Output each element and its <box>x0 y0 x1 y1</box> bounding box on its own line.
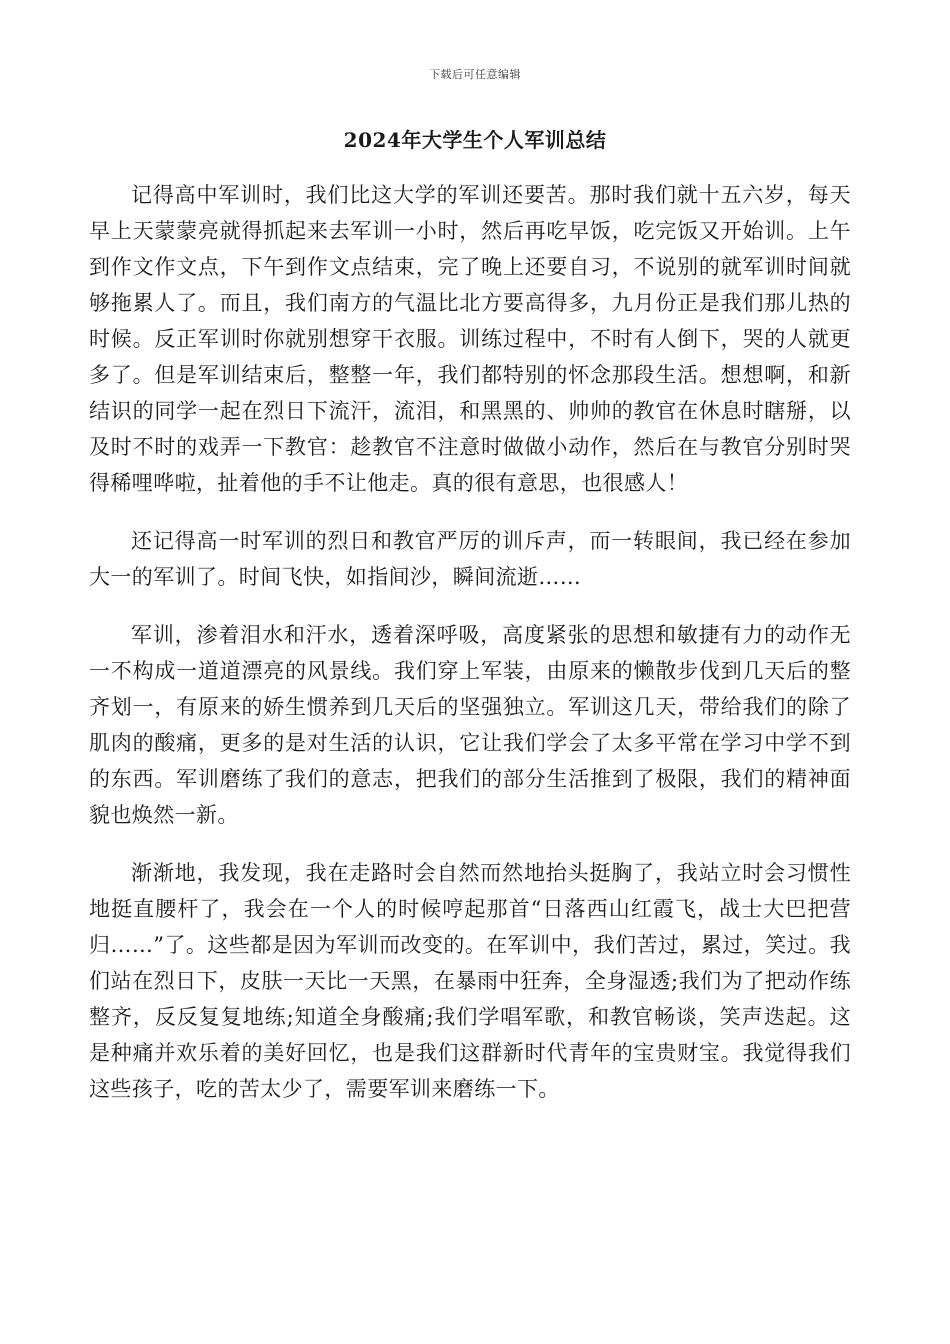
paragraph: 记得高中军训时，我们比这大学的军训还要苦。那时我们就十五六岁，每天早上天蒙蒙亮就得抓起来去军训一小时，然后再吃早饭，吃完饭又开始训。上午到作文作文点，下午到作文点结束，完了晚上还要自习，不说别的就军训时间就够拖累人了。而且，我们南方的气温比北方要高得多，九月份正是我们那儿热的时候。反正军训时你就别想穿干衣服。训练过程中，不时有人倒下，哭的人就更多了。但是军训结束后，整整一年，我们都特别的怀念那段生活。想想啊，和新结识的同学一起在烈日下流汗，流泪，和黑黑的、帅帅的教官在休息时瞎掰，以及时不时的戏弄一下教官：趁教官不注意时做做小动作，然后在与教官分别时哭得稀哩哗啦，扯着他的手不让他走。真的很有意思，也很感人！ <box>89 183 851 495</box>
document-title: 2024年大学生个人军训总结 <box>343 128 607 152</box>
header-note: 下载后可任意编辑 <box>429 68 521 81</box>
paragraph: 渐渐地，我发现，我在走路时会自然而然地抬头挺胸了，我站立时会习惯性地挺直腰杆了，我会在一个人的时候哼起那首“日落西山红霞飞，战士大巴把营归……”了。这些都是因为军训而改变的。在军训中，我们苦过，累过，笑过。我们站在烈日下，皮肤一天比一天黑，在暴雨中狂奔，全身湿透;我们为了把动作练整齐，反反复复地练;知道全身酸痛;我们学唱军歌，和教官畅谈，笑声迭起。这是种痛并欢乐着的美好回忆，也是我们这群新时代青年的宝贵财宝。我觉得我们这些孩子，吃的苦太少了，需要军训来磨练一下。 <box>89 861 851 1101</box>
document-body <box>89 177 851 1129</box>
paragraph: 军训，渗着泪水和汗水，透着深呼吸，高度紧张的思想和敏捷有力的动作无一不构成一道道漂亮的风景线。我们穿上军装，由原来的懒散步伐到几天后的整齐划一，有原来的娇生惯养到几天后的坚强独立。军训这几天，带给我们的除了肌肉的酸痛，更多的是对生活的认识，它让我们学会了太多平常在学习中学不到的东西。军训磨练了我们的意志，把我们的部分生活推到了极限，我们的精神面貌也焕然一新。 <box>89 623 851 827</box>
paragraph: 还记得高一时军训的烈日和教官严厉的训斥声，而一转眼间，我已经在参加大一的军训了。时间飞快，如指间沙，瞬间流逝…… <box>89 529 851 589</box>
